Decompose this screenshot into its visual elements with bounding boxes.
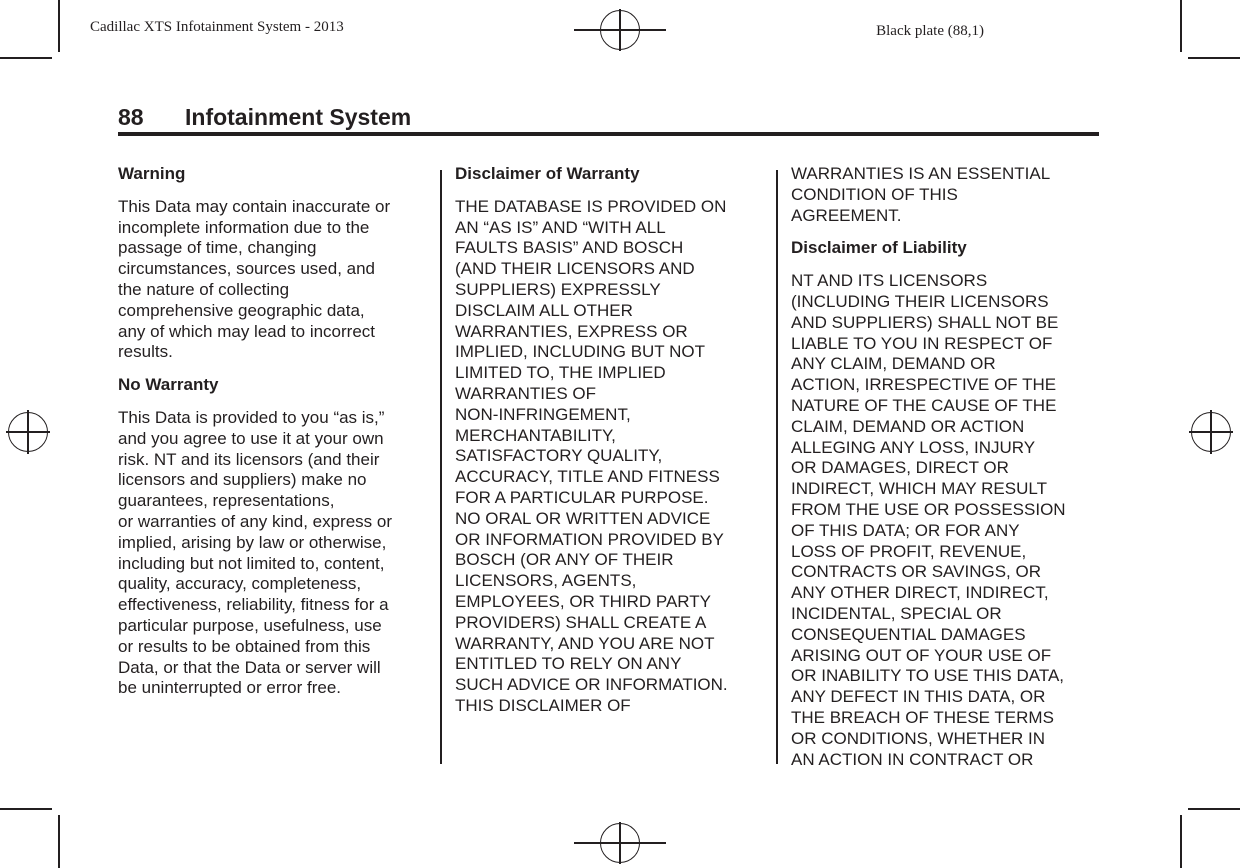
crop-mark-top-right-vertical	[1180, 0, 1182, 52]
slug-plate-info: Black plate (88,1)	[876, 23, 984, 39]
column-divider-1	[440, 170, 442, 764]
heading-disclaimer-of-liability: Disclaimer of Liability	[791, 238, 967, 258]
registration-mark-right-icon	[1189, 410, 1233, 454]
section-title: Infotainment System	[185, 104, 412, 130]
paragraph-warning: This Data may contain inaccurate or incomplete information due to the passage of time, changing circumstances, sources used, and the nature of collecting comprehensive geographic data, any of which may lead to incorrect results.	[118, 196, 391, 362]
text-column-3	[791, 164, 1103, 782]
paragraph-disclaimer-of-warranty: THE DATABASE IS PROVIDED ON AN “AS IS” AND “WITH ALL FAULTS BASIS” AND BOSCH (AND THEIR LICENSORS AND SUPPLIERS) EXPRESSLY DISCLAIM ALL OTHER WARRANTIES, EXPRESS OR IMPLIED, INCLUDING BUT NOT LIMITED TO, THE IMPLIED WARRANTIES OF NON-INFRINGEMENT, MERCHANTABILITY, SATISFACTORY QUALITY, ACCURACY, TITLE AND FITNESS FOR A PARTICULAR PURPOSE. NO ORAL OR WRITTEN ADVICE OR INFORMATION PROVIDED BY BOSCH (OR ANY OF THEIR LICENSORS, AGENTS, EMPLOYEES, OR THIRD PARTY PROVIDERS) SHALL CREATE A WARRANTY, AND YOU ARE NOT ENTITLED TO RELY ON ANY SUCH ADVICE OR INFORMATION. THIS DISCLAIMER OF	[455, 196, 728, 715]
crop-mark-top-left-vertical	[58, 0, 60, 52]
paragraph-no-warranty: This Data is provided to you “as is,” and you agree to use it at your own risk. NT and its licensors (and their licensors and suppliers) make no guarantees, representations, or warranties of any kind, express or implied, arising by law or otherwise, including but not limited to, content, quality, accuracy, completeness, effectiveness, reliability, fitness for a particular purpose, usefulness, use or results to be obtained from this Data, or that the Data or server will be uninterrupted or error free.	[118, 407, 393, 698]
registration-mark-left-icon	[6, 410, 50, 454]
registration-mark-top-icon	[574, 9, 666, 51]
paragraph-disclaimer-of-liability: NT AND ITS LICENSORS (INCLUDING THEIR LICENSORS AND SUPPLIERS) SHALL NOT BE LIABLE TO YOU IN RESPECT OF ANY CLAIM, DEMAND OR ACTION, IRRESPECTIVE OF THE NATURE OF THE CAUSE OF THE CLAIM, DEMAND OR ACTION ALLEGING ANY LOSS, INJURY OR DAMAGES, DIRECT OR INDIRECT, WHICH MAY RESULT FROM THE USE OR POSSESSION OF THIS DATA; OR FOR ANY LOSS OF PROFIT, REVENUE, CONTRACTS OR SAVINGS, OR ANY OTHER DIRECT, INDIRECT, INCIDENTAL, SPECIAL OR CONSEQUENTIAL DAMAGES ARISING OUT OF YOUR USE OF OR INABILITY TO USE THIS DATA, ANY DEFECT IN THIS DATA, OR THE BREACH OF THESE TERMS OR CONDITIONS, WHETHER IN AN ACTION IN CONTRACT OR	[791, 271, 1066, 769]
crop-mark-bottom-right-vertical	[1180, 815, 1182, 868]
text-column-2	[455, 164, 767, 729]
page-header	[118, 104, 1098, 132]
crop-mark-bottom-right-horizontal	[1188, 808, 1240, 810]
crop-mark-bottom-left-horizontal	[0, 808, 52, 810]
registration-mark-bottom-icon	[574, 822, 666, 864]
slug-book-title: Cadillac XTS Infotainment System - 2013	[90, 19, 344, 35]
heading-no-warranty: No Warranty	[118, 375, 219, 395]
column-divider-2	[776, 170, 778, 764]
crop-mark-top-left-horizontal	[0, 57, 52, 59]
paragraph-warranty-continued: WARRANTIES IS AN ESSENTIAL CONDITION OF THIS AGREEMENT.	[791, 164, 1051, 225]
header-rule	[118, 132, 1099, 136]
text-column-1	[118, 164, 430, 711]
heading-warning: Warning	[118, 164, 186, 183]
crop-mark-bottom-left-vertical	[58, 815, 60, 868]
crop-mark-top-right-horizontal	[1188, 57, 1240, 59]
page-number: 88	[118, 104, 144, 130]
heading-disclaimer-of-warranty: Disclaimer of Warranty	[455, 164, 640, 183]
